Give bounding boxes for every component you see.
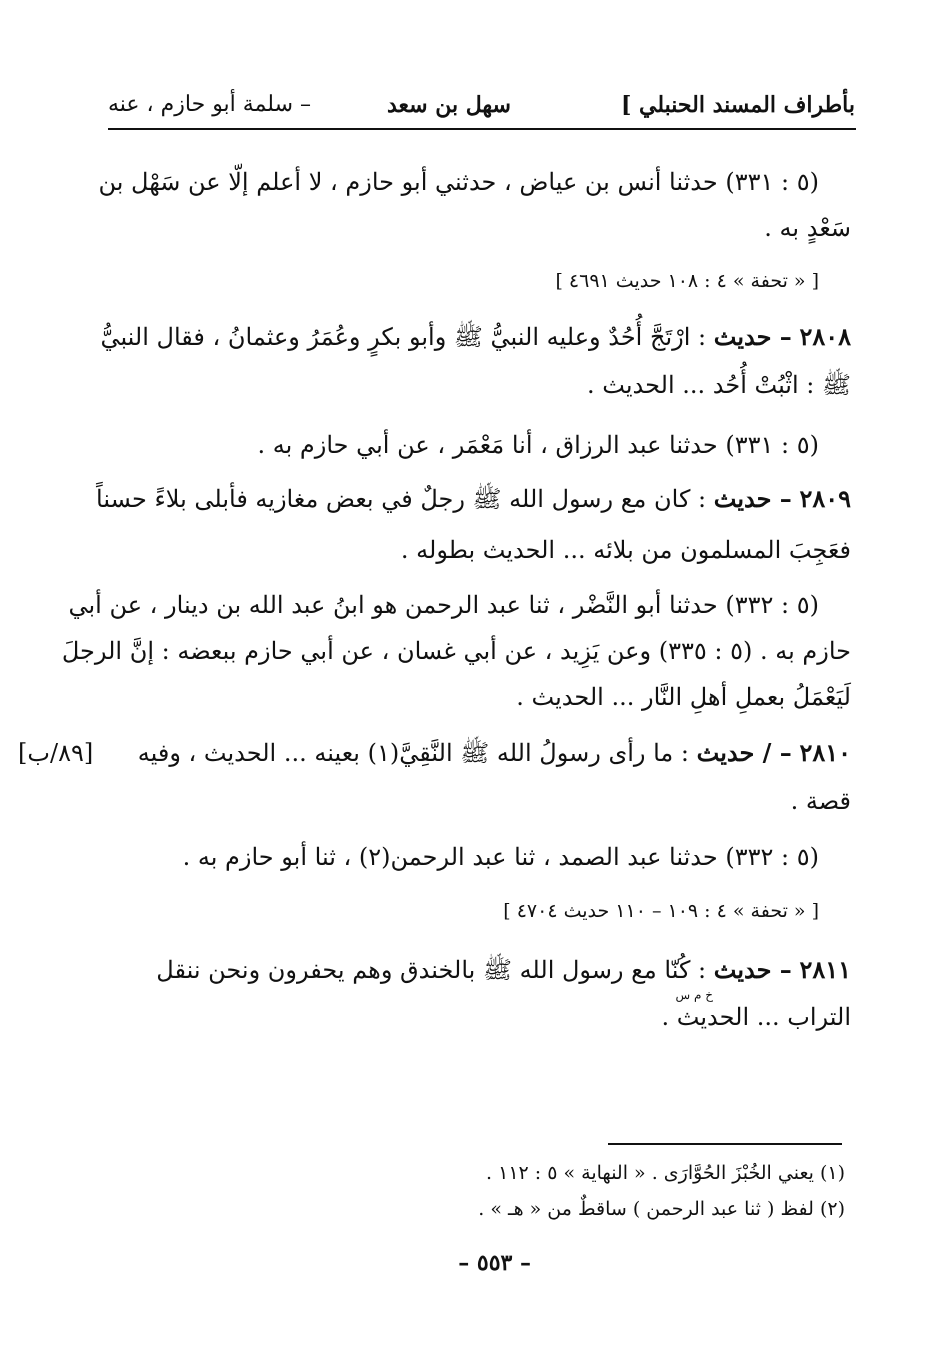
hadith-text-line: قصة . (790, 787, 851, 815)
page-number: – ٥٥٣ – (458, 1250, 531, 1276)
isnad-line: (٥ : ٣٣١) حدثنا عبد الرزاق ، أنا مَعْمَر ، عن أبي حازم به . (257, 431, 819, 459)
hadith-text-line: التراب ... الحديث . (661, 1003, 851, 1031)
tuhfa-reference: [ « تحفة » ٤ : ١٠٩ – ١١٠ حديث ٤٧٠٤ ] (503, 900, 819, 922)
hadith-text: : كُنّا مع رسول الله ﷺ بالخندق وهم يحفرون ونحن ننقل (156, 956, 707, 984)
hadith-number: ٢٨٠٩ (799, 484, 851, 513)
hadith-label: – حديث (713, 322, 792, 351)
hadith-label: – حديث (713, 484, 792, 513)
isnad-line: (٥ : ٣٣٢) حدثنا عبد الصمد ، ثنا عبد الرحمن(٢) ، ثنا أبو حازم به . (182, 843, 819, 871)
tuhfa-reference: [ « تحفة » ٤ : ١٠٨ حديث ٤٦٩١ ] (555, 270, 819, 292)
isnad-line: حازم به . (٥ : ٣٣٥) وعن يَزِيد ، عن أبي غسان ، عن أبي حازم ببعضه : إنَّ الرجلَ (61, 637, 851, 665)
hadith-text: : ارْتَجَّ أُحُدٌ وعليه النبيُّ ﷺ وأبو بكرٍ وعُمَرُ وعثمانُ ، فقال النبيُّ (100, 323, 707, 351)
isnad-line: (٥ : ٣٣١) حدثنا أنس بن عياض ، حدثني أبو حازم ، لا أعلم إلّا عن سَهْل بن (98, 168, 819, 196)
running-header-center: سهل بن سعد (386, 92, 511, 118)
hadith-2809 (96, 484, 851, 514)
hadith-label: – حديث (713, 955, 792, 984)
isnad-line: سَعْدٍ به . (764, 214, 851, 242)
hadith-2810 (138, 738, 851, 768)
hadith-2811 (156, 955, 851, 985)
isnad-line: (٥ : ٣٣٢) حدثنا أبو النَّضْر ، ثنا عبد الرحمن هو ابنُ عبد الله بن دينار ، عن أبي (68, 591, 819, 619)
hadith-number: ٢٨٠٨ (799, 322, 851, 351)
hadith-text-line: ﷺ : اثْبُتْ أُحُد ... الحديث . (587, 371, 851, 399)
running-header-right: بأطراف المسند الحنبلي ] (620, 92, 855, 118)
isnad-line: لَيَعْمَلُ بعملِ أهلِ النَّار ... الحديث . (516, 683, 851, 711)
hadith-text: : كان مع رسول الله ﷺ رجلٌ في بعض مغازيه فأبلى بلاءً حسناً (96, 485, 707, 513)
hadith-number: ٢٨١١ (799, 955, 851, 984)
footnote-1: (١) يعني الخُبْزَ الحُوَّارَى . « النهاية » ٥ : ١١٢ . (486, 1162, 845, 1184)
source-sigla: خ م س (675, 988, 713, 1002)
hadith-number: ٢٨١٠ (799, 738, 851, 767)
manuscript-folio-marker: [٨٩/ب] (18, 739, 94, 767)
footnote-2: (٢) لفظ ( ثنا عبد الرحمن ) ساقطٌ من « هـ » . (478, 1198, 845, 1220)
header-rule (108, 128, 856, 130)
hadith-text: : ما رأى رسولُ الله ﷺ النَّقِيَّ(١) بعينه ... الحديث ، وفيه (137, 739, 689, 767)
hadith-label: – / حديث (696, 738, 792, 767)
running-header-left: – سلمة أبو حازم ، عنه (108, 92, 312, 117)
hadith-2808 (100, 322, 851, 352)
footnote-rule (608, 1143, 842, 1145)
hadith-text-line: فعَجِبَ المسلمون من بلائه ... الحديث بطوله . (400, 536, 851, 564)
